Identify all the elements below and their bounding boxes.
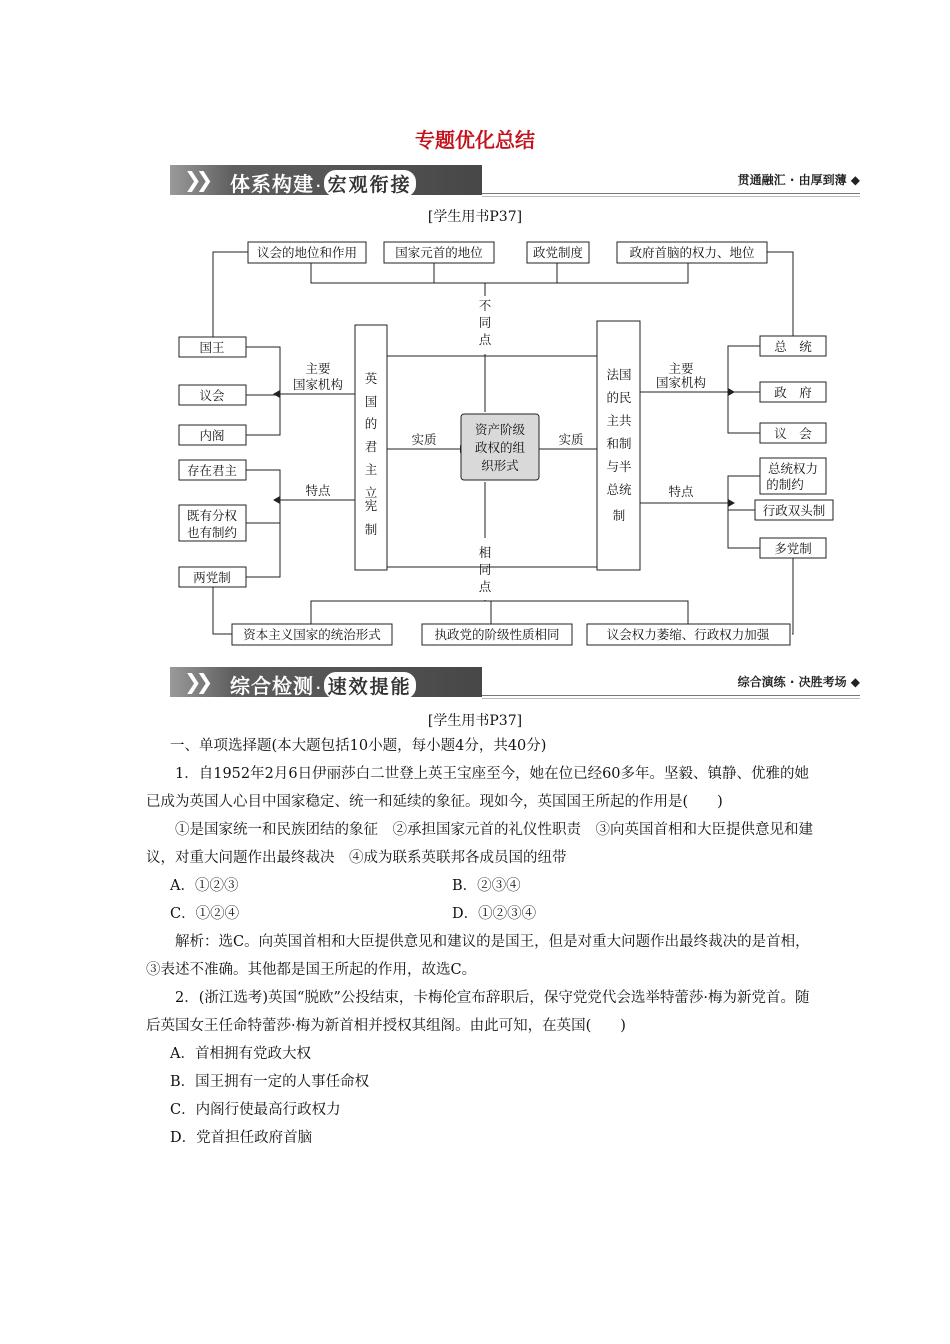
uk-label: 宪 <box>364 498 378 513</box>
fr-label: 和制 <box>606 436 632 451</box>
same-label: 同 <box>478 562 492 577</box>
uk-label: 的 <box>364 416 378 431</box>
section-heading: 一、单项选择题(本大题包括10小题，每小题4分，共40分) <box>170 738 547 754</box>
fr-label: 总统 <box>606 482 632 497</box>
uk-feat-two-party: 两党制 <box>193 570 231 585</box>
center-label: 织形式 <box>481 458 519 473</box>
uk-feat-checks: 既有分权 <box>186 508 238 523</box>
banner-label: 体系构建 · 宏观衔接 <box>230 168 416 197</box>
structure-diagram <box>0 0 950 660</box>
q2-option-a: A．首相拥有党政大权 <box>170 1046 311 1062</box>
uk-label: 君 <box>364 439 378 454</box>
q2-option-b: B．国王拥有一定的人事任命权 <box>170 1074 370 1090</box>
essence-label: 实质 <box>411 432 437 447</box>
q1-analysis: 解析：选C。向英国首相和大臣提供意见和建议的是国王，但是对重大问题作出最终裁决的是首相，③表述不准确。其他都是国王所起的作用，故选C。 <box>146 934 810 978</box>
main-org-label: 国家机构 <box>655 375 707 390</box>
q1-option-c: C．①②④ <box>170 906 240 922</box>
fr-feat-president-checks: 的制约 <box>766 477 804 492</box>
fr-label: 制 <box>612 508 626 523</box>
diff-label: 不 <box>478 298 492 313</box>
feature-label: 特点 <box>305 483 331 498</box>
uk-label: 国 <box>364 394 378 409</box>
feature-label: 特点 <box>668 484 694 499</box>
question-body <box>146 732 816 1152</box>
uk-label: 制 <box>364 522 378 537</box>
fr-org-president: 总 统 <box>774 339 812 354</box>
uk-label: 主 <box>364 462 378 477</box>
banner-slogan: 贯通融汇 · 由厚到薄 ◆ <box>737 173 860 187</box>
fr-feat-dual-executive: 行政双头制 <box>762 503 826 518</box>
same-label: 相 <box>478 545 492 560</box>
fr-label: 主共 <box>606 413 632 428</box>
uk-org-parliament: 议会 <box>199 388 225 403</box>
q2-option-d: D．党首担任政府首脑 <box>170 1130 313 1146</box>
q2-option-c: C．内阁行使最高行政权力 <box>170 1102 341 1118</box>
uk-feat-monarch: 存在君主 <box>186 463 238 478</box>
uk-label: 英 <box>364 371 378 386</box>
diff-label: 同 <box>478 315 492 330</box>
top-box-head-of-government: 政府首脑的权力、地位 <box>629 245 755 260</box>
fr-feat-multi-party: 多党制 <box>774 541 812 556</box>
divider <box>482 695 860 696</box>
diff-label: 点 <box>478 332 492 347</box>
uk-feat-checks: 也有制约 <box>186 525 238 540</box>
fr-feat-president-checks: 总统权力 <box>767 461 819 476</box>
fr-org-parliament: 议 会 <box>774 426 812 441</box>
reference-note: [学生用书P37] <box>427 209 523 225</box>
fr-org-government: 政 府 <box>774 385 812 400</box>
q1-option-a: A．①②③ <box>170 878 239 894</box>
divider <box>482 698 860 699</box>
chevron-icon: ❯❯ <box>184 168 208 192</box>
main-org-label: 主要 <box>305 361 331 376</box>
bottom-box-power-shift: 议会权力萎缩、行政权力加强 <box>606 627 770 642</box>
center-label: 资产阶级 <box>474 422 526 437</box>
uk-org-king: 国王 <box>199 340 225 355</box>
fr-label: 法国 <box>606 367 632 382</box>
banner-label: 综合检测 · 速效提能 <box>230 670 416 699</box>
bottom-box-rule-form: 资本主义国家的统治形式 <box>243 627 381 642</box>
main-org-label: 国家机构 <box>292 377 344 392</box>
q2-stem: 2．(浙江选考)英国“脱欧”公投结束，卡梅伦宣布辞职后，保守党党代会选举特蕾莎·梅为新党首。随后英国女王任命特蕾莎·梅为新首相并授权其组阁。由此可知，在英国( ) <box>146 990 810 1034</box>
fr-label: 与半 <box>606 459 632 474</box>
q1-option-b: B．②③④ <box>452 878 521 894</box>
uk-org-cabinet: 内阁 <box>199 428 225 443</box>
top-box-head-of-state: 国家元首的地位 <box>395 245 483 260</box>
same-label: 点 <box>478 579 492 594</box>
banner-slogan: 综合演练 · 决胜考场 ◆ <box>737 675 860 689</box>
q1-items: ①是国家统一和民族团结的象征 ②承担国家元首的礼仪性职责 ③向英国首相和大臣提供意见和建议，对重大问题作出最终裁决 ④成为联系英联邦各成员国的纽带 <box>146 822 813 866</box>
top-box-parliament: 议会的地位和作用 <box>256 245 358 260</box>
q1-options-row <box>146 900 816 928</box>
uk-label: 立 <box>364 485 378 500</box>
reference-note: [学生用书P37] <box>427 713 523 729</box>
q1-options-row <box>146 872 816 900</box>
essence-label: 实质 <box>558 432 584 447</box>
bottom-box-class-nature: 执政党的阶级性质相同 <box>434 627 560 642</box>
fr-label: 的民 <box>606 390 632 405</box>
q1-stem: 1．自1952年2月6日伊丽莎白二世登上英王宝座至今，她在位已经60多年。坚毅、镇静、优雅的她已成为英国人心目中国家稳定、统一和延续的象征。现如今，英国国王所起的作用是( ) <box>146 766 810 810</box>
main-org-label: 主要 <box>668 361 694 376</box>
section-banner-test <box>170 667 860 697</box>
top-box-party-system: 政党制度 <box>532 245 584 260</box>
center-label: 政权的组 <box>474 440 526 455</box>
page-title: 专题优化总结 <box>415 128 535 152</box>
q1-option-d: D．①②③④ <box>452 906 537 922</box>
chevron-icon: ❯❯ <box>184 670 208 694</box>
